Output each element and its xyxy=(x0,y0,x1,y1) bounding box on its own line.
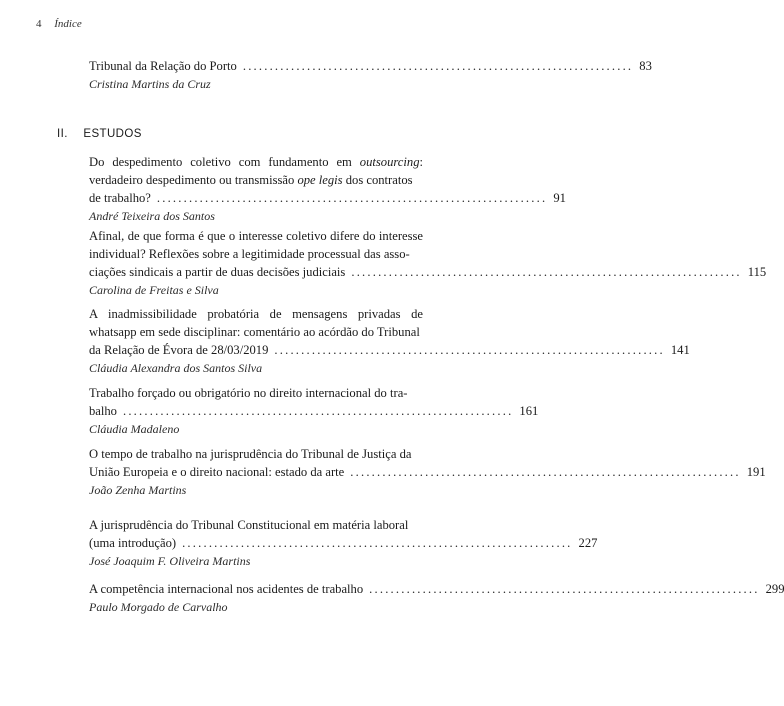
leader-dots: ......................................................................... xyxy=(274,343,665,357)
entry-author: Cláudia Madaleno xyxy=(89,422,180,436)
entry-title: A inadmissibilidade probatória de mensagens privadas de whatsapp em sede disciplinar: comentário ao acórdão do Tribunal xyxy=(89,307,423,339)
leader-dots: ......................................................................... xyxy=(350,465,741,479)
leader-dots: ......................................................................... xyxy=(351,265,742,279)
section-heading xyxy=(57,128,142,140)
toc-entry[interactable] xyxy=(89,384,539,438)
section-title: ESTUDOS xyxy=(83,128,142,140)
entry-author: João Zenha Martins xyxy=(89,483,187,497)
toc-entry[interactable] xyxy=(89,516,598,570)
entry-title-last: União Europeia e o direito nacional: estado da arte xyxy=(89,465,345,479)
entry-title-last: ciações sindicais a partir de duas decisões judiciais xyxy=(89,265,346,279)
toc-entry[interactable] xyxy=(89,57,652,93)
entry-page: 299 xyxy=(765,582,784,596)
entry-page: 83 xyxy=(639,59,652,73)
entry-page: 191 xyxy=(746,465,766,479)
running-header xyxy=(36,18,82,30)
toc-entry[interactable] xyxy=(89,227,767,299)
entry-author: Carolina de Freitas e Silva xyxy=(89,283,219,297)
page-number: 4 xyxy=(36,18,42,30)
entry-page: 227 xyxy=(578,536,598,550)
leader-dots: ......................................................................... xyxy=(369,582,760,596)
entry-author: Cristina Martins da Cruz xyxy=(89,77,211,91)
entry-page: 161 xyxy=(519,404,539,418)
entry-author: André Teixeira dos Santos xyxy=(89,209,215,223)
entry-title-last: da Relação de Évora de 28/03/2019 xyxy=(89,343,269,357)
running-title: Índice xyxy=(54,18,82,30)
toc-entry[interactable] xyxy=(89,153,566,225)
entry-page: 91 xyxy=(553,191,566,205)
entry-title: O tempo de trabalho na jurisprudência do Tribunal de Justiça da xyxy=(89,447,412,461)
entry-title: A jurisprudência do Tribunal Constitucional em matéria laboral xyxy=(89,518,409,532)
entry-page: 141 xyxy=(670,343,690,357)
entry-author: Paulo Morgado de Carvalho xyxy=(89,600,228,614)
entry-title-last: balho xyxy=(89,404,117,418)
leader-dots: ......................................................................... xyxy=(122,404,514,418)
toc-entry[interactable] xyxy=(89,445,766,499)
entry-title: Tribunal da Relação do Porto xyxy=(89,59,237,73)
leader-dots: ......................................................................... xyxy=(242,59,634,73)
entry-page: 115 xyxy=(747,265,767,279)
entry-title-last: de trabalho? xyxy=(89,191,151,205)
entry-author: Cláudia Alexandra dos Santos Silva xyxy=(89,361,263,375)
entry-title: A competência internacional nos acidentes de trabalho xyxy=(89,582,364,596)
entry-title-last: (uma introdução) xyxy=(89,536,177,550)
entry-title: Trabalho forçado ou obrigatório no direito internacional do tra- xyxy=(89,386,408,400)
leader-dots: ......................................................................... xyxy=(182,536,573,550)
entry-title: Do despedimento coletivo com fundamento em outsourcing: verdadeiro despedimento ou transmissão ope legis dos contratos xyxy=(89,155,423,187)
toc-entry[interactable] xyxy=(89,305,690,377)
toc-entry[interactable] xyxy=(89,580,784,616)
entry-author: José Joaquim F. Oliveira Martins xyxy=(89,554,251,568)
section-numeral: II. xyxy=(57,128,68,140)
leader-dots: ......................................................................... xyxy=(156,191,548,205)
entry-title: Afinal, de que forma é que o interesse coletivo difere do interesse individual? Reflexões sobre a legitimidade processual das asso- xyxy=(89,229,423,261)
